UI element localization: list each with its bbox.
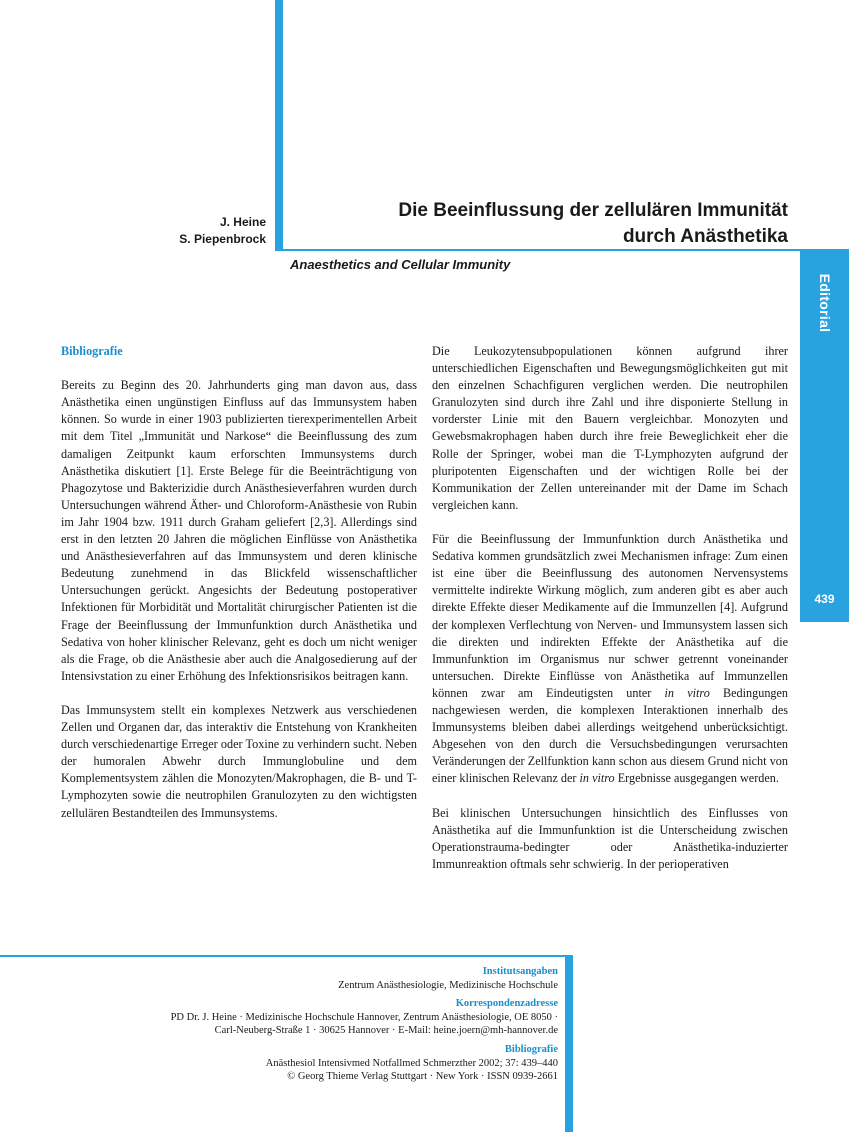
section-label: Editorial <box>816 273 833 333</box>
correspondence-line: PD Dr. J. Heine · Medizinische Hochschule Hannover, Zentrum Anästhesiologie, OE 8050 · <box>170 1011 558 1023</box>
right-column <box>432 343 788 890</box>
bibliography-block <box>58 1043 558 1084</box>
correspondence-heading: Korrespondenzadresse <box>455 998 558 1010</box>
institution-heading: Institutsangaben <box>482 966 558 977</box>
institution-block <box>58 965 558 992</box>
paragraph: Bereits zu Beginn des 20. Jahrhunderts ging man davon aus, dass Anästhetika einen ungünstigen Einfluss auf das Immunsystem haben können. So wurde in einer 1903 publizierten tierexperimentellen Arbeit mit dem Titel „Immunität und Narkose“ die Beeinflussung des zum damaligen Zeitpunkt kaum erforschten Immunsystems durch Anästhetika diskutiert [1]. Erste Belege für die Beeinträchtigung von Phagozytose und Bakterizidie durch Anästhesieverfahren wurden durch Untersuchungen während Äther- und Chloroform-Anästhesie von Rubin im Jahr 1904 bzw. 1911 durch Graham geliefert [2,3]. Allerdings sind erst in den letzten 20 Jahren die möglichen Einflüsse von Anästhetika und Anästhesieverfahren auf das Immunsystem und deren klinische Bedeutung zunehmend in das Blickfeld wissenschaftlicher Untersuchungen gerückt. Angesichts der Bedeutung postoperativer Infektionen für Morbidität und Mortalität chirurgischer Patienten ist die Frage der Beeinflussung der Immunfunktion durch Anästhetika und Sedativa von hoher klinischer Relevanz, geht es doch um nicht weniger als die Frage, ob die Anästhesie aber auch die Analgosedierung auf der Intensivstation zu einer Erhöhung des Infektionsrisikos beitragen kann. <box>61 378 417 683</box>
paragraph: Für die Beeinflussung der Immunfunktion durch Anästhetika und Sedativa kommen grundsätzlich zwei Mechanismen infrage: Zum einen ist eine über die Beeinflussung des autonomen Nervensystems vermittelte indirekte Wirkung möglich, zum anderen gibt es aber auch direkte Effekte dieser Medikamente auf die Immunzellen [4]. Aufgrund der komplexen Verflechtung von Nerven- und Immunsystem lassen sich die direkten und indirekten Effekte der Anästhetika auf die Immunfunktion im Organismus nur schwer getrennt voneinander untersuchen. Direkte Einflüsse von Anästhetika auf Immunzellen können zwar am Eindeutigsten unter in vitro Bedingungen nachgewiesen werden, die komplexen Interaktionen innerhalb des Immunsystems bleiben dabei allerdings weitgehend unberücksichtigt. Abgesehen von den durch die Versuchsbedingungen verursachten Veränderungen der Zellfunktion kann schon aus diesem Grund nicht von einer klinischen Relevanz der in vitro Ergebnisse ausgegangen werden. <box>432 532 789 786</box>
correspondence-line: Carl-Neuberg-Straße 1 · 30625 Hannover · E-Mail: heine.joern@mh-hannover.de <box>214 1025 558 1037</box>
article-subtitle: Anaesthetics and Cellular Immunity <box>290 257 511 272</box>
paragraph: Das Immunsystem stellt ein komplexes Netzwerk aus verschiedenen Zellen und Organen dar, das interaktiv die Entstehung von Krankheiten durch verschiedenartige Erreger oder Toxine zu verhindern sucht. Neben der humoralen Abwehr durch Immunglobuline und dem Komplementsystem zählen die Monozyten/Makrophagen, die B- und T-Lymphozyten sowie die neutrophilen Granulozyten zu den wichtigsten zellulären Bestandteilen des Immunsystems. <box>61 702 417 820</box>
footer-vertical-rule <box>565 955 573 1132</box>
article-title <box>308 198 788 250</box>
emphasis: in vitro <box>579 771 615 786</box>
bibliography-line: Anästhesiol Intensivmed Notfallmed Schmerzther 2002; 37: 439–440 <box>265 1057 558 1069</box>
paragraph: Die Leukozytensubpopulationen können aufgrund ihrer unterschiedlichen Eigenschaften und Bewegungsmöglichkeiten gut mit den einzelnen Schachfiguren verglichen werden. Die neutrophilen Granulozyten sind durch ihre Zahl und ihre disponierte Stellung in vorderster Linie mit den Bauern vergleichbar. Monozyten und Gewebsmakrophagen haben durch ihre freie Beweglichkeit eher die Rolle der Springer, wobei man die T-Lymphozyten aufgrund der pluripotenten Eigenschaften und der wichtigen Rolle bei der Kommunikation der Zellen untereinander mit der Dame im Schach vergleichen kann. <box>432 344 788 512</box>
institution-text: Zentrum Anästhesiologie, Medizinische Hochschule <box>338 979 558 991</box>
top-vertical-rule <box>275 0 283 251</box>
emphasis: in vitro <box>664 685 710 700</box>
bibliography-line: © Georg Thieme Verlag Stuttgart · New York · ISSN 0939-2661 <box>287 1071 558 1083</box>
title-line: durch Anästhetika <box>622 226 788 247</box>
bibliography-heading: Bibliografie <box>504 1043 558 1055</box>
paragraph: Bei klinischen Untersuchungen hinsichtlich des Einflusses von Anästhetika auf die Immunfunktion ist die Unterscheidung zwischen Operationstrauma-bedingter oder Anästhetika-induzierter Immunreaktion oftmals sehr schwierig. In der perioperativen <box>432 805 788 871</box>
author: J. Heine <box>219 215 266 229</box>
authors <box>179 214 266 248</box>
section-heading: Bibliografie <box>61 344 123 358</box>
title-line: Die Beeinflussung der zellulären Immunität <box>398 200 788 221</box>
author: S. Piepenbrock <box>179 232 266 246</box>
page-number: 439 <box>814 592 835 606</box>
correspondence-block <box>58 997 558 1038</box>
left-column <box>61 343 417 839</box>
article-info <box>58 965 558 1089</box>
footer-rule <box>0 955 573 957</box>
